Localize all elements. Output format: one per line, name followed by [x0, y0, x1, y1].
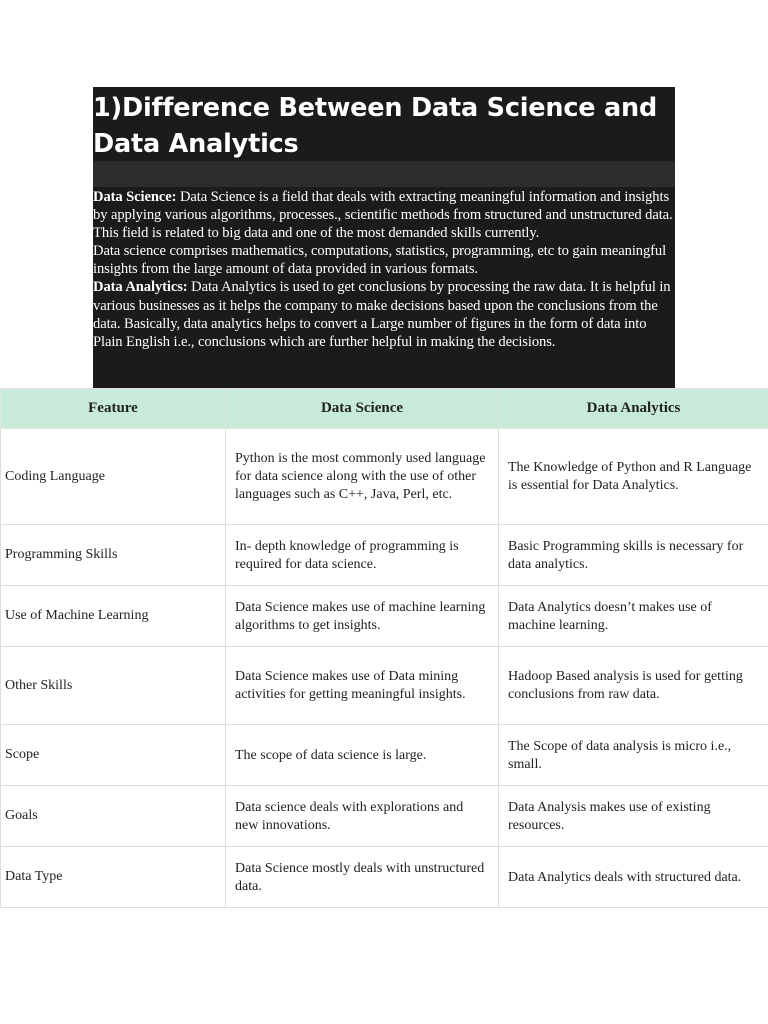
cell-text: Basic Programming skills is necessary for data analytics.: [508, 538, 744, 572]
cell-text: The Knowledge of Python and R Language is essential for Data Analytics.: [508, 460, 752, 493]
cell-text: The Scope of data analysis is micro i.e., small.: [508, 738, 732, 772]
data-science-label: Data Science:: [93, 189, 177, 205]
data-science-cell: [226, 647, 499, 725]
cell-text: Data Analytics doesn’t makes use of machine learning.: [508, 599, 712, 633]
data-science-cell: [226, 586, 499, 647]
data-science-definition: Data Science is a field that deals with extracting meaningful information and insights by applying various algorithms, processes., scientific methods from structured and unstructured data. This field is related to big data and one of the most demanded skills currently.: [93, 189, 673, 242]
feature-cell: Goals: [1, 786, 226, 847]
feature-cell: Other Skills: [1, 647, 226, 725]
data-analytics-cell: [499, 586, 768, 647]
data-science-cell: [226, 525, 499, 586]
cell-text: Data Science makes use of Data mining activities for getting meaningful insights.: [235, 669, 466, 702]
table-row: [1, 847, 768, 908]
cell-text: Data Science makes use of machine learning algorithms to get insights.: [235, 599, 486, 633]
data-science-cell: [226, 847, 499, 908]
header-data-analytics: Data Analytics: [499, 389, 768, 429]
cell-text: The scope of data science is large.: [235, 747, 427, 763]
data-analytics-cell: [499, 847, 768, 908]
cell-text: Hadoop Based analysis is used for getting conclusions from raw data.: [508, 669, 743, 702]
data-analytics-label: Data Analytics:: [93, 279, 188, 296]
data-analytics-cell: [499, 429, 768, 525]
data-science-paragraph-2: Data science comprises mathematics, computations, statistics, programming, etc to gain meaningful insights from the large amount of data provided in various formats.: [93, 243, 667, 278]
cell-text: Data Science mostly deals with unstructured data.: [235, 860, 485, 894]
cell-text: Python is the most commonly used language for data science along with the use of other languages such as C++, Java, Perl, etc.: [235, 451, 486, 502]
data-analytics-cell: [499, 525, 768, 586]
cell-text: Data Analysis makes use of existing resources.: [508, 799, 711, 833]
data-science-cell: [226, 786, 499, 847]
header-feature: Feature: [1, 389, 226, 429]
table-row: [1, 586, 768, 647]
cell-text: In- depth knowledge of programming is required for data science.: [235, 538, 459, 572]
data-science-cell: [226, 725, 499, 786]
feature-cell: Programming Skills: [1, 525, 226, 586]
table-row: [1, 725, 768, 786]
feature-cell: Data Type: [1, 847, 226, 908]
table-row: [1, 525, 768, 586]
table-header-row: [1, 389, 768, 429]
feature-cell: Scope: [1, 725, 226, 786]
table-row: [1, 786, 768, 847]
data-analytics-definition: Data Analytics is used to get conclusions by processing the raw data. It is helpful in various businesses as it helps the company to make decisions based upon the conclusions from the data. Basically, data analytics helps to convert a Large number of figures in the form of data into Plain English i.e., conclusions which are further helpful in making the decisions.: [93, 279, 671, 350]
comparison-table: [0, 388, 768, 908]
cell-text: Data Analytics deals with structured data.: [508, 869, 742, 885]
data-analytics-cell: [499, 786, 768, 847]
data-analytics-cell: [499, 647, 768, 725]
table-row: [1, 429, 768, 525]
feature-cell: Coding Language: [1, 429, 226, 525]
title-divider-strip: [93, 161, 675, 187]
cell-text: Data science deals with explorations and new innovations.: [235, 799, 464, 833]
data-science-paragraph: [93, 188, 675, 242]
header-data-science: Data Science: [226, 389, 499, 429]
feature-cell: Use of Machine Learning: [1, 586, 226, 647]
intro-text: [93, 188, 675, 351]
data-analytics-cell: [499, 725, 768, 786]
table-row: [1, 647, 768, 725]
page-title: 1)Difference Between Data Science and Data Analytics: [93, 93, 658, 159]
intro-panel: [93, 87, 675, 389]
data-science-cell: [226, 429, 499, 525]
data-analytics-paragraph: [93, 278, 675, 350]
